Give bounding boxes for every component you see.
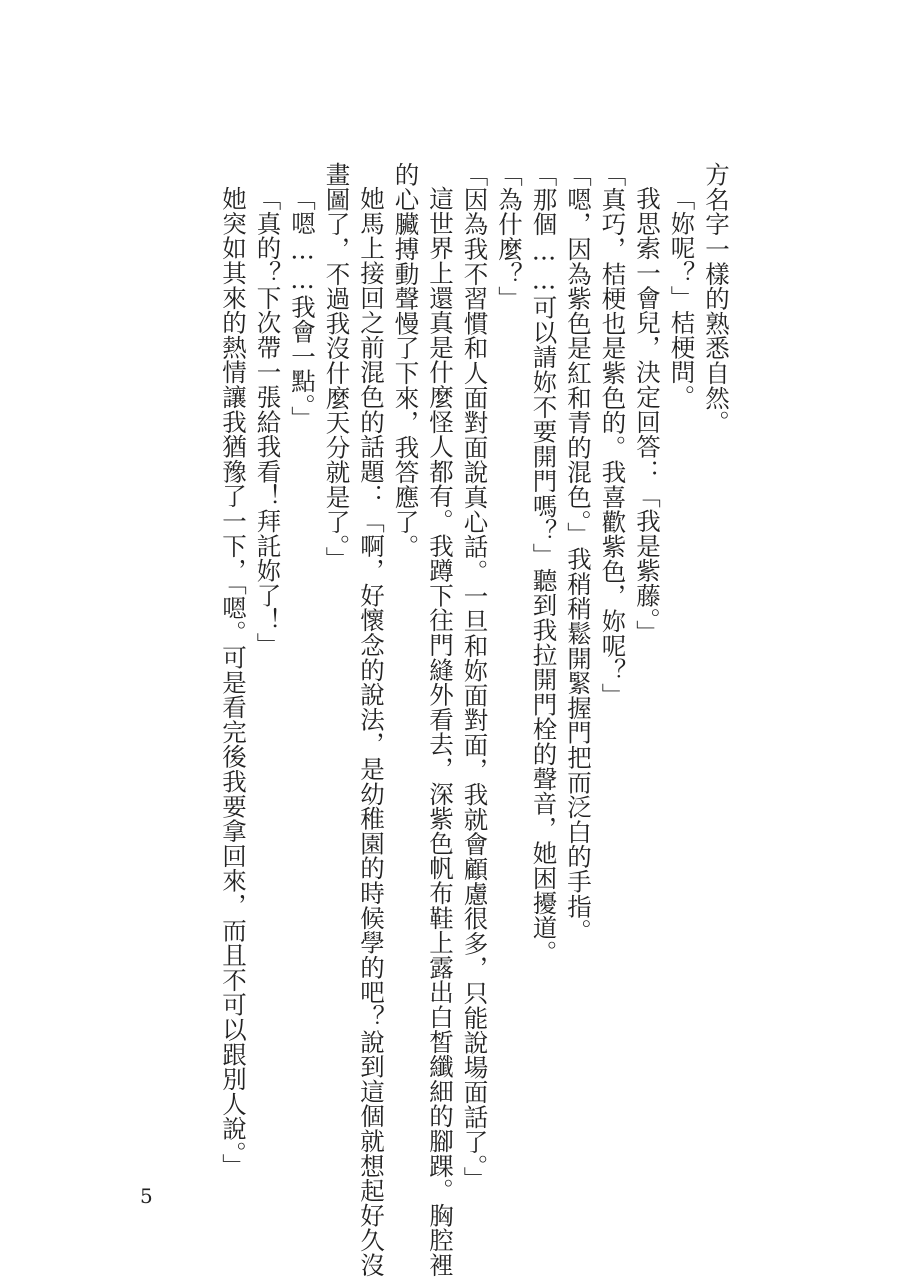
text-column-12: 畫圖了，不過我沒什麼天分就是了。」 <box>322 162 352 572</box>
text-column-13: 「嗯……我會一點。」 <box>288 186 317 431</box>
text-column-5: 「嗯，因為紫色是紅和青的混色。」我稍稍鬆開緊握門把而泛白的手指。 <box>564 162 593 944</box>
text-column-8: 「因為我不習慣和人面對面說真心話。一旦和妳面對面，我就會顧慮很多，只能說場面話了。」 <box>460 162 490 1192</box>
text-column-2: 「妳呢？」桔梗問。 <box>667 186 697 410</box>
text-column-10: 的心臟搏動聲慢了下來，我答應了。 <box>391 162 421 559</box>
text-column-15: 她突如其來的熱情讓我猶豫了一下，「嗯。可是看完後我要拿回來，而且不可以跟別人說。」 <box>219 186 248 1179</box>
vertical-text-block <box>173 162 733 1277</box>
text-column-6: 「那個……可以請妳不要開門嗎？」聽到我拉開門栓的聲音，她困擾道。 <box>529 162 559 965</box>
text-column-11: 她馬上接回之前混色的話題：「啊，好懷念的說法，是幼稚園的時候學的吧？說到這個就想起好久沒 <box>357 186 386 1277</box>
page-number: 5 <box>140 1184 153 1208</box>
text-column-3: 我思索一會兒，決定回答：「我是紫藤。」 <box>633 186 662 645</box>
text-column-14: 「真的？下次帶一張給我看！拜託妳了！」 <box>253 186 283 658</box>
text-column-9: 這世界上還真是什麼怪人都有。我蹲下往門縫外看去，深紫色帆布鞋上露出白皙纖細的腳踝。胸腔裡 <box>426 186 455 1277</box>
text-column-7: 「為什麼？」 <box>495 162 524 311</box>
text-column-4: 「真巧，桔梗也是紫色的。我喜歡紫色，妳呢？」 <box>598 162 628 708</box>
text-column-1: 方名字一樣的熟悉自然。 <box>702 162 731 435</box>
